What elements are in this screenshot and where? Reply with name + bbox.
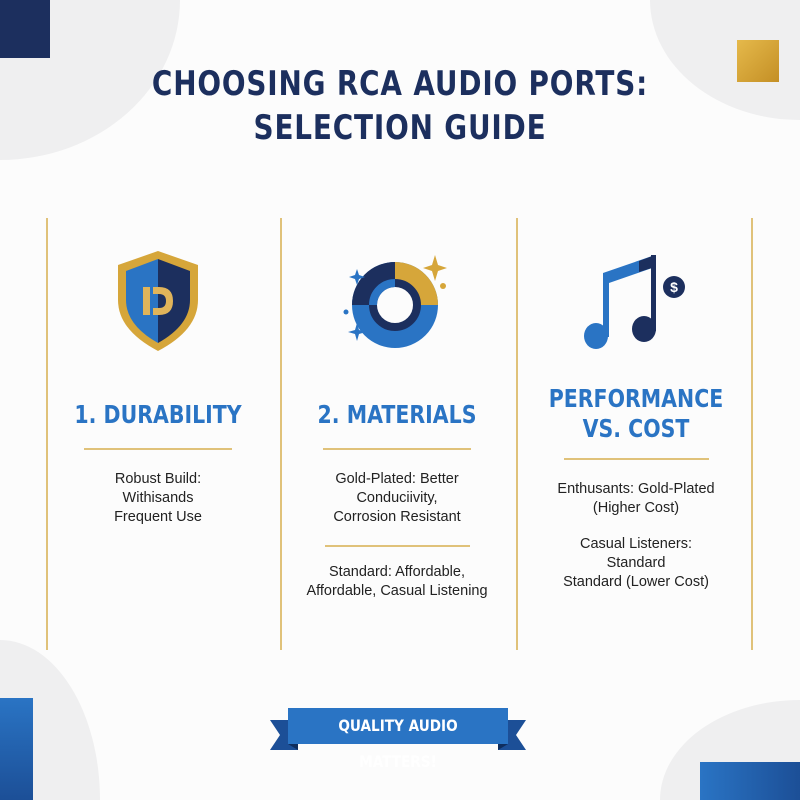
text-line: Standard (Lower Cost) — [563, 574, 709, 590]
text-line: Standard — [606, 555, 666, 571]
column-heading: 1. DURABILITY — [74, 400, 242, 429]
column-performance-cost — [521, 240, 751, 592]
shield-icon — [43, 240, 273, 360]
text-line: Withisands — [122, 490, 194, 506]
heading-line: VS. COST — [582, 414, 690, 443]
text-line: (Higher Cost) — [592, 500, 680, 516]
divider — [751, 218, 753, 650]
heading-underline — [564, 458, 709, 460]
column-heading — [542, 384, 731, 444]
column-text — [521, 480, 751, 518]
corner-blue-rect — [0, 698, 33, 800]
corner-gold-square — [737, 40, 779, 82]
column-heading: 2. MATERIALS — [317, 400, 477, 429]
gold-ring-sparkle-icon — [282, 240, 512, 360]
column-text — [43, 470, 273, 527]
text-line: Affordable, Casual Listening — [306, 583, 488, 599]
divider — [516, 218, 518, 650]
text-line: Gold-Plated: Better — [335, 471, 459, 487]
heading-underline — [323, 448, 471, 450]
banner-label: QUALITY AUDIO MATTERS! — [338, 716, 458, 771]
banner-ribbon — [270, 708, 526, 771]
column-materials — [282, 240, 512, 601]
corner-blue-rect — [700, 762, 800, 800]
title-line: SELECTION GUIDE — [253, 108, 547, 148]
heading-line: PERFORMANCE — [548, 384, 724, 413]
page-title — [72, 62, 728, 150]
corner-navy-square — [0, 0, 50, 58]
section-divider — [325, 545, 470, 547]
text-line: Frequent Use — [114, 509, 202, 525]
text-line: Standard: Affordable, — [329, 564, 465, 580]
text-line: Corrosion Resistant — [333, 509, 461, 525]
text-line: Conduciivity, — [356, 490, 438, 506]
column-text — [282, 470, 512, 527]
text-line: Enthusants: Gold-Plated — [557, 481, 715, 497]
title-line: CHOOSING RCA AUDIO PORTS: — [151, 64, 649, 104]
text-line: Casual Listeners: — [579, 536, 693, 552]
svg-text:$: $ — [670, 279, 678, 295]
banner-text — [288, 708, 508, 771]
column-text — [521, 535, 751, 592]
heading-underline — [84, 448, 232, 450]
column-text — [282, 563, 512, 601]
column-durability — [43, 240, 273, 527]
music-note-dollar-icon — [521, 240, 751, 360]
text-line: Robust Build: — [114, 471, 202, 487]
